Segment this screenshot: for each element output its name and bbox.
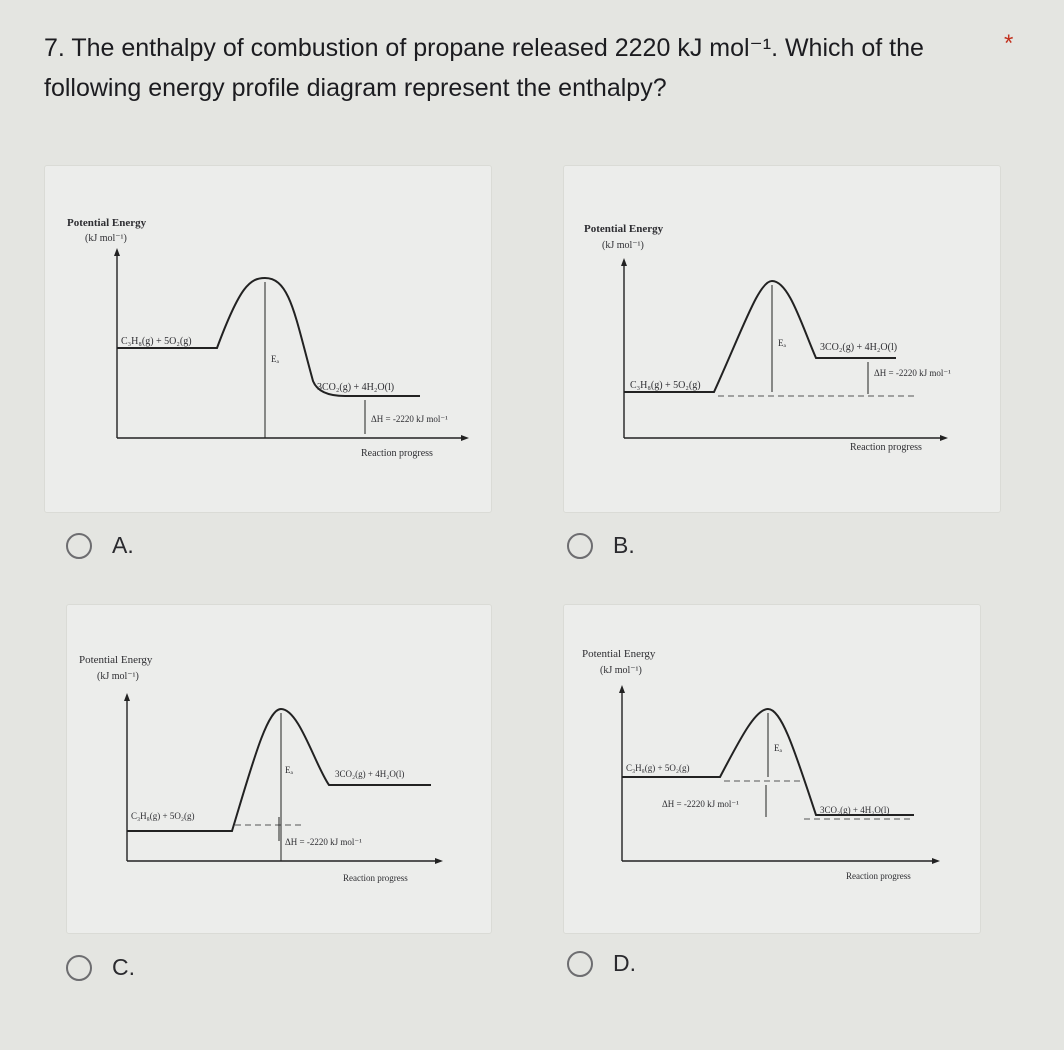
diagram-c [67,605,491,933]
option-c-label: C. [112,954,135,980]
option-c-radio[interactable] [66,955,92,981]
question-text: 7. The enthalpy of combustion of propane released 2220 kJ mol⁻¹. Which of the following energy profile diagram represent the enthalpy? [44,34,924,102]
y-axis-arrow-icon [619,685,625,693]
x-axis-arrow-icon [435,858,443,864]
ea-label: Eₐ [271,354,279,364]
diagram-a [45,166,491,512]
option-d[interactable] [567,950,636,977]
diagram-b [564,166,1000,512]
diagram-d [564,605,980,933]
y-axis-arrow-icon [621,258,627,266]
x-axis-arrow-icon [940,435,948,441]
x-axis-title: Reaction progress [846,871,911,881]
option-b-label: B. [613,532,635,558]
y-axis-arrow-icon [114,248,120,256]
products-label: 3CO₂(g) + 4H₂O(l) [317,382,395,393]
delta-h-label: ΔH = -2220 kJ mol⁻¹ [662,799,739,809]
option-c[interactable] [66,954,135,981]
diagram-b-card [563,165,1001,513]
y-axis-title: Potential Energy [582,648,656,660]
y-axis-unit: (kJ mol⁻¹) [97,671,139,682]
option-b[interactable] [567,532,635,559]
reactants-label: C₃H₈(g) + 5O₂(g) [630,380,701,391]
option-d-label: D. [613,950,636,976]
option-a-radio[interactable] [66,533,92,559]
x-axis-title: Reaction progress [850,442,922,453]
y-axis-title: Potential Energy [67,217,147,229]
products-label: 3CO₂(g) + 4H₂O(l) [820,342,898,353]
y-axis-title: Potential Energy [79,654,153,666]
reactants-label: C₃H₈(g) + 5O₂(g) [626,763,690,773]
diagram-c-card [66,604,492,934]
delta-h-label: ΔH = -2220 kJ mol⁻¹ [285,837,362,847]
x-axis-arrow-icon [932,858,940,864]
option-a[interactable] [66,532,134,559]
ea-label: Eₐ [285,765,293,775]
option-a-label: A. [112,532,134,558]
option-b-radio[interactable] [567,533,593,559]
x-axis-title: Reaction progress [343,873,408,883]
x-axis-title: Reaction progress [361,448,433,459]
products-label: 3CO₂(g) + 4H₂O(l) [820,805,890,815]
ea-label: Eₐ [774,743,782,753]
energy-curve [624,281,896,392]
reactants-label: C₃H₈(g) + 5O₂(g) [121,336,192,347]
ea-label: Eₐ [778,338,786,348]
y-axis-unit: (kJ mol⁻¹) [600,665,642,676]
required-marker: * [1004,30,1014,57]
x-axis-arrow-icon [461,435,469,441]
y-axis-unit: (kJ mol⁻¹) [85,233,127,244]
delta-h-label: ΔH = -2220 kJ mol⁻¹ [874,368,951,378]
y-axis-unit: (kJ mol⁻¹) [602,240,644,251]
reactants-label: C₃H₈(g) + 5O₂(g) [131,811,195,821]
delta-h-label: ΔH = -2220 kJ mol⁻¹ [371,414,448,424]
y-axis-title: Potential Energy [584,223,664,235]
products-label: 3CO₂(g) + 4H₂O(l) [335,769,405,779]
diagram-a-card [44,165,492,513]
diagram-d-card [563,604,981,934]
option-d-radio[interactable] [567,951,593,977]
y-axis-arrow-icon [124,693,130,701]
